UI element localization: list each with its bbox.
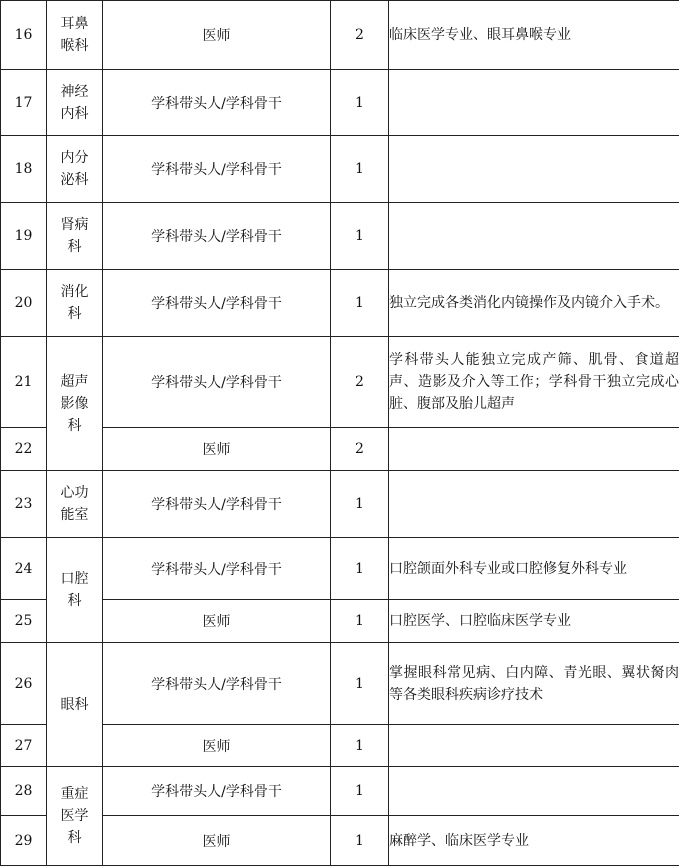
count-cell: 1	[331, 767, 389, 816]
position-cell: 学科带头人/学科骨干	[103, 337, 331, 428]
row-number: 24	[1, 538, 47, 600]
count-cell: 1	[331, 203, 389, 270]
requirement-cell: 掌握眼科常见病、白内障、青光眼、翼状胬肉等各类眼科疾病诊疗技术	[389, 643, 679, 725]
position-cell: 学科带头人/学科骨干	[103, 643, 331, 725]
department-name: 消化科	[60, 281, 89, 325]
position-cell: 学科带头人/学科骨干	[103, 70, 331, 136]
position-cell: 医师	[103, 600, 331, 643]
table-row	[1, 600, 679, 643]
department-name: 超声影像科	[60, 371, 89, 437]
position-cell: 学科带头人/学科骨干	[103, 767, 331, 816]
count-cell: 2	[331, 428, 389, 471]
requirement-cell	[389, 70, 679, 136]
department-cell	[47, 203, 103, 270]
table-row	[1, 767, 679, 816]
position-cell: 学科带头人/学科骨干	[103, 136, 331, 203]
position-cell: 医师	[103, 1, 331, 70]
row-number: 27	[1, 725, 47, 767]
department-cell	[47, 270, 103, 337]
table-row	[1, 428, 679, 471]
position-cell: 学科带头人/学科骨干	[103, 270, 331, 337]
requirement-cell: 口腔颌面外科专业或口腔修复外科专业	[389, 538, 679, 600]
position-cell: 学科带头人/学科骨干	[103, 538, 331, 600]
department-name: 眼科	[60, 694, 89, 716]
table-row	[1, 70, 679, 136]
requirement-cell: 学科带头人能独立完成产筛、肌骨、食道超声、造影及介入等工作；学科骨干独立完成心脏、腹部及胎儿超声	[389, 337, 679, 428]
requirement-cell	[389, 428, 679, 471]
row-number: 22	[1, 428, 47, 471]
table-row	[1, 1, 679, 70]
table-row	[1, 538, 679, 600]
count-cell: 1	[331, 816, 389, 866]
position-cell: 学科带头人/学科骨干	[103, 203, 331, 270]
table-row	[1, 471, 679, 538]
row-number: 25	[1, 600, 47, 643]
row-number: 18	[1, 136, 47, 203]
table-row	[1, 816, 679, 866]
position-cell: 医师	[103, 816, 331, 866]
department-cell	[47, 767, 103, 866]
row-number: 20	[1, 270, 47, 337]
department-name: 神经内科	[60, 81, 89, 125]
row-number: 21	[1, 337, 47, 428]
requirement-cell: 口腔医学、口腔临床医学专业	[389, 600, 679, 643]
count-cell: 1	[331, 600, 389, 643]
department-name: 心功能室	[60, 482, 89, 526]
department-cell	[47, 643, 103, 767]
requirement-cell: 麻醉学、临床医学专业	[389, 816, 679, 866]
count-cell: 1	[331, 270, 389, 337]
department-name: 耳鼻喉科	[60, 13, 89, 57]
requirement-cell: 独立完成各类消化内镜操作及内镜介入手术。	[389, 270, 679, 337]
department-cell	[47, 337, 103, 471]
table-row	[1, 203, 679, 270]
requirement-cell	[389, 725, 679, 767]
requirement-cell	[389, 471, 679, 538]
department-cell	[47, 1, 103, 70]
department-cell	[47, 471, 103, 538]
row-number: 29	[1, 816, 47, 866]
table-row	[1, 337, 679, 428]
row-number: 23	[1, 471, 47, 538]
table-row	[1, 270, 679, 337]
count-cell: 2	[331, 1, 389, 70]
department-name: 重症医学科	[60, 783, 89, 849]
row-number: 19	[1, 203, 47, 270]
position-cell: 医师	[103, 725, 331, 767]
position-cell: 医师	[103, 428, 331, 471]
row-number: 16	[1, 1, 47, 70]
department-name: 肾病科	[60, 214, 89, 258]
row-number: 26	[1, 643, 47, 725]
department-name: 内分泌科	[60, 147, 89, 191]
count-cell: 1	[331, 538, 389, 600]
requirement-cell	[389, 136, 679, 203]
row-number: 28	[1, 767, 47, 816]
department-cell	[47, 70, 103, 136]
department-name: 口腔科	[60, 568, 89, 612]
table-row	[1, 725, 679, 767]
count-cell: 2	[331, 337, 389, 428]
department-cell	[47, 538, 103, 643]
count-cell: 1	[331, 471, 389, 538]
count-cell: 1	[331, 70, 389, 136]
table-row	[1, 136, 679, 203]
requirement-cell: 临床医学专业、眼耳鼻喉专业	[389, 1, 679, 70]
requirement-cell	[389, 203, 679, 270]
table-row	[1, 643, 679, 725]
row-number: 17	[1, 70, 47, 136]
requirement-cell	[389, 767, 679, 816]
count-cell: 1	[331, 136, 389, 203]
count-cell: 1	[331, 725, 389, 767]
department-cell	[47, 136, 103, 203]
count-cell: 1	[331, 643, 389, 725]
position-cell: 学科带头人/学科骨干	[103, 471, 331, 538]
